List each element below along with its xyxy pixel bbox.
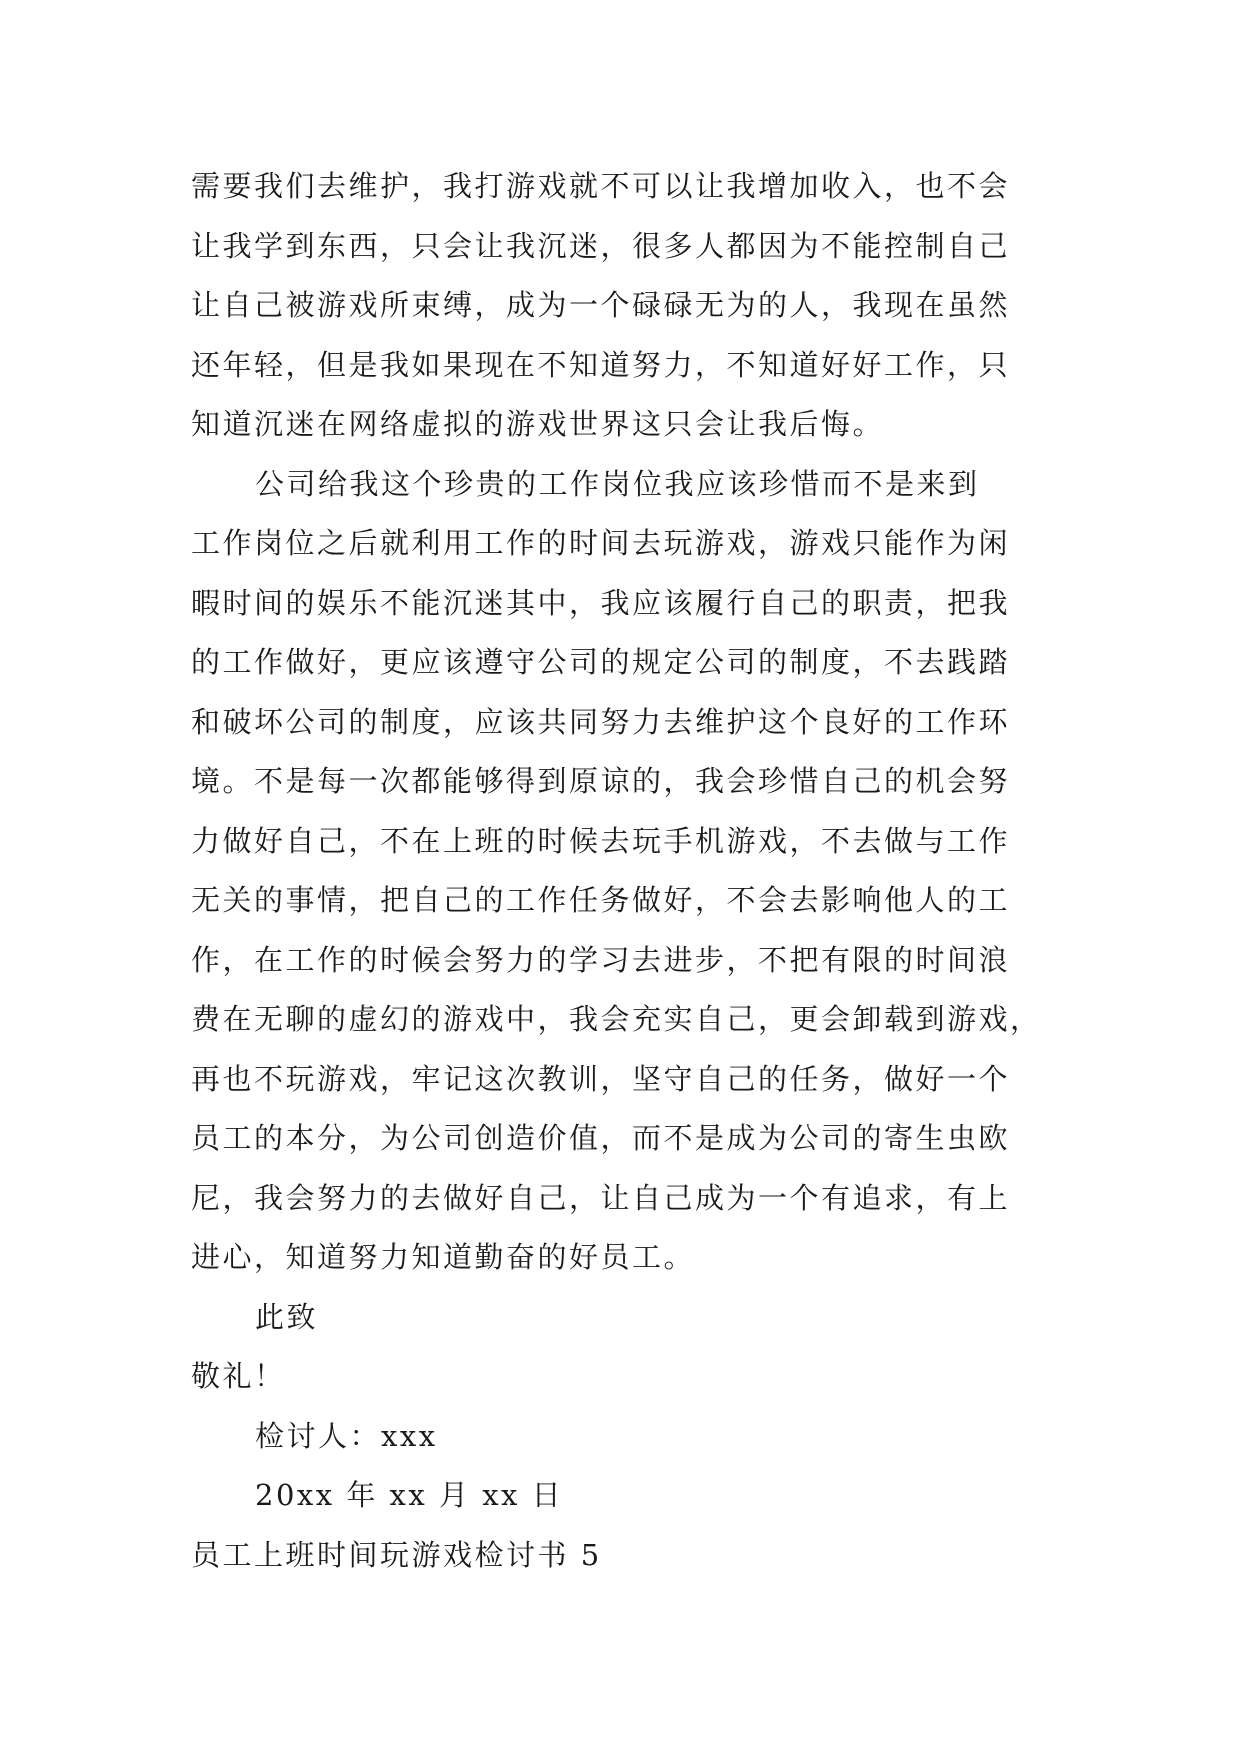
paragraph-line: 让我学到东西，只会让我沉迷，很多人都因为不能控制自己 xyxy=(191,228,1011,263)
paragraph-line: 作，在工作的时候会努力的学习去进步，不把有限的时间浪 xyxy=(191,942,1011,977)
paragraph-line: 暇时间的娱乐不能沉迷其中，我应该履行自己的职责，把我 xyxy=(191,585,1011,620)
document-body xyxy=(191,157,1061,1585)
paragraph-line: 公司给我这个珍贵的工作岗位我应该珍惜而不是来到 xyxy=(255,466,980,501)
paragraph-line: 和破坏公司的制度，应该共同努力去维护这个良好的工作环 xyxy=(191,704,1011,739)
paragraph-line: 让自己被游戏所束缚，成为一个碌碌无为的人，我现在虽然 xyxy=(191,288,1011,322)
salutation-text: 敬礼！ xyxy=(191,1359,286,1393)
paragraph-line: 力做好自己，不在上班的时候去玩手机游戏，不去做与工作 xyxy=(191,823,1011,858)
signature-text: 检讨人：xxx xyxy=(255,1418,438,1453)
paragraph-line: 再也不玩游戏，牢记这次教训，坚守自己的任务，做好一个 xyxy=(191,1061,1011,1096)
paragraph-line: 员工的本分，为公司创造价值，而不是成为公司的寄生虫欧 xyxy=(191,1121,1011,1155)
paragraph-line: 知道沉迷在网络虚拟的游戏世界这只会让我后悔。 xyxy=(191,407,885,441)
next-section-heading: 员工上班时间玩游戏检讨书 5 xyxy=(191,1537,602,1572)
paragraph-line: 还年轻，但是我如果现在不知道努力，不知道好好工作，只 xyxy=(191,347,1011,382)
paragraph-line: 进心，知道努力知道勤奋的好员工。 xyxy=(191,1240,696,1274)
paragraph-line: 的工作做好，更应该遵守公司的规定公司的制度，不去践踏 xyxy=(191,645,1011,679)
paragraph-line: 工作岗位之后就利用工作的时间去玩游戏，游戏只能作为闲 xyxy=(191,526,1011,560)
paragraph-line: 尼，我会努力的去做好自己，让自己成为一个有追求，有上 xyxy=(191,1180,1011,1215)
paragraph-line: 无关的事情，把自己的工作任务做好，不会去影响他人的工 xyxy=(191,883,1011,917)
closing-text: 此致 xyxy=(255,1299,319,1334)
paragraph-line: 需要我们去维护，我打游戏就不可以让我增加收入，也不会 xyxy=(191,169,1011,203)
date-text: 20xx 年 xx 月 xx 日 xyxy=(255,1478,564,1512)
paragraph-line: 境。不是每一次都能够得到原谅的，我会珍惜自己的机会努 xyxy=(191,764,1011,798)
paragraph-line: 费在无聊的虚幻的游戏中，我会充实自己，更会卸载到游戏， xyxy=(191,1002,1042,1036)
